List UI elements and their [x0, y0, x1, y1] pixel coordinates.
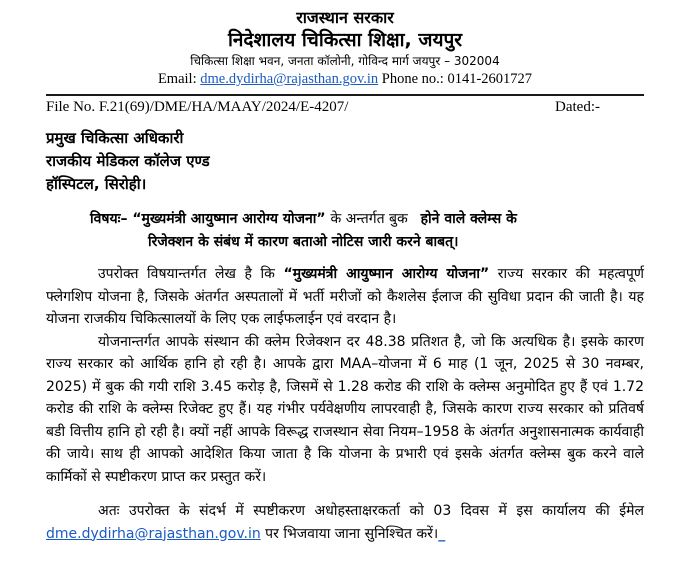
para3-tail: पर भिजवाया जाना सुनिश्चित करें। — [260, 525, 439, 542]
office-address: चिकित्सा शिक्षा भवन, जनता कॉलोनी, गोविन्द मार्ग जयपुर – 302004 — [190, 54, 500, 68]
subject-tail-text: होने वाले क्लेम्स के — [420, 211, 517, 227]
contact-line — [46, 69, 644, 89]
cursor-mark: _ — [438, 525, 446, 542]
file-number-row — [46, 96, 644, 118]
subject-line-2: रिजेक्शन के संबंध में कारण बताओ नोटिस जारी करने बाबत्। — [148, 234, 459, 250]
para3-lead: अतः उपरोक्त के संदर्भ में स्पष्टीकरण अधोहस्ताक्षरकर्ता को 03 दिवस में इस कार्यालय की ईमेल — [98, 503, 644, 519]
government-title: राजस्थान सरकार — [296, 8, 394, 27]
phone-number: Phone no.: 0141-2601727 — [381, 71, 533, 87]
addressee-line: हॉस्पिटल, सिरोही। — [46, 175, 147, 193]
addressee-line: राजकीय मेडिकल कॉलेज एण्ड — [46, 152, 210, 170]
subject-mid-text: के अन्तर्गत बुक — [330, 211, 408, 227]
file-number: File No. F.21(69)/DME/HA/MAAY/2024/E-4207/ — [46, 99, 349, 115]
addressee-block — [46, 127, 644, 196]
header-email-link[interactable]: dme.dydirha@rajasthan.gov.in — [200, 71, 379, 87]
email-label: Email: — [157, 71, 197, 87]
para1-rest: राज्य सरकार की महत्वपूर्ण फ्लेगशिप योजना है, जिसके अंतर्गत अस्पतालों में भर्ती मरीजों को कैशलेस ईलाज की सुविधा प्रदान की जाती है। यह योजना राजकीय चिकित्सालयों के लिए एक लाईफलाईन एवं वरदान है। — [46, 266, 644, 327]
paragraph-1 — [46, 263, 644, 331]
subject-block — [46, 208, 644, 254]
directorate-title: निदेशालय चिकित्सा शिक्षा, जयपुर — [227, 29, 463, 51]
para1-lead: उपरोक्त विषयान्तर्गत लेख है कि — [98, 266, 284, 282]
subject-label: विषयः– — [90, 211, 128, 227]
addressee-line: प्रमुख चिकित्सा अधिकारी — [46, 129, 184, 147]
paragraph-2: योजनान्तर्गत आपके संस्थान की क्लेम रिजेक्शन दर 48.38 प्रतिशत है, जो कि अत्यधिक है। इसके कारण राज्य सरकार को आर्थिक हानि हो रही है। आपके द्वारा MAA–योजना में 6 माह (1 जून, 2025 से 30 नवम्बर, 2025) में बुक की गयी राशि 3.45 करोड़ है, जिसमें से 1.28 करोड की राशि के क्लेम्स अनुमोदित हुए हैं एवं 1.72 करोड की राशि के क्लेम्स रिजेक्ट हुए हैं। यह गंभीर पर्यवेक्षणीय लापरवाही है, जिसके कारण राज्य सरकार को प्रतिवर्ष बडी वित्तीय हानि हो रही है। क्यों नहीं आपके विरूद्ध राजस्थान सेवा नियम–1958 के अंतर्गत अनुशासनात्मक कार्यवाही की जाये। साथ ही आपको आदेशित किया जाता है कि योजना के प्रभारी एवं इसके अंतर्गत क्लेम्स बुक करने वाले कार्मिकों से स्पष्टीकरण प्राप्त कर प्रस्तुत करें। — [46, 333, 644, 485]
subject-line-1 — [46, 208, 644, 231]
body-email-link[interactable]: dme.dydirha@rajasthan.gov.in — [46, 525, 261, 542]
para1-scheme-name: “मुख्यमंत्री आयुष्मान आरोग्य योजना” — [283, 266, 490, 282]
letterhead — [46, 7, 644, 89]
dated-label: Dated:- — [555, 99, 600, 115]
paragraph-3 — [46, 500, 644, 545]
subject-scheme-name: “मुख्यमंत्री आयुष्मान आरोग्य योजना” — [132, 211, 326, 227]
